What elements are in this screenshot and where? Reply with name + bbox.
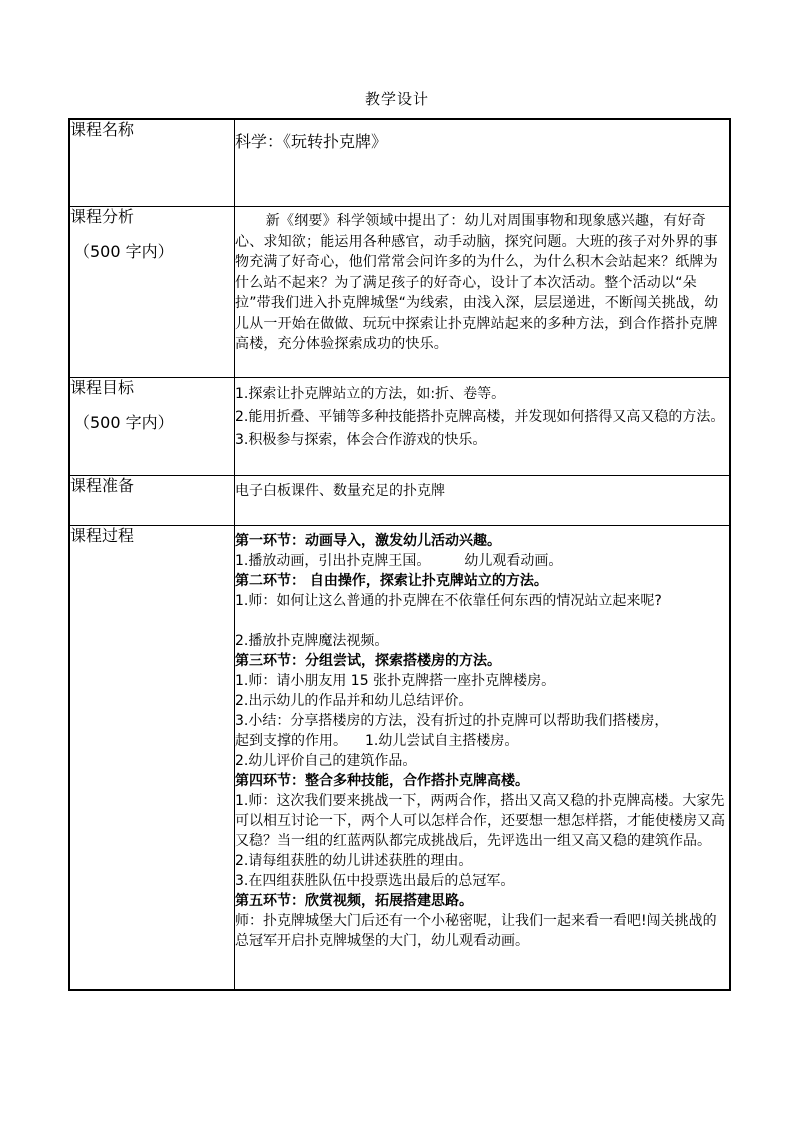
lesson-plan-table — [68, 118, 731, 991]
section-2-title: 第二环节： 自由操作，探索让扑克牌站立的方法。 — [235, 573, 548, 589]
course-process-cell — [235, 526, 731, 991]
section-1-title: 第一环节：动画导入，激发幼儿活动兴趣。 — [235, 533, 501, 549]
course-analysis-cell — [235, 207, 731, 378]
section-5-title: 第五环节：欣赏视频，拓展搭建思路。 — [235, 893, 473, 909]
course-prep-text: 电子白板课件、数量充足的扑克牌 — [235, 476, 731, 526]
section-5-line-1: 师：扑克牌城堡大门后还有一个小秘密呢，让我们一起来看一看吧!闯关挑战的总冠军开启扑克牌城堡的大门，幼儿观看动画。 — [235, 913, 717, 949]
document-title: 教学设计 — [364, 90, 429, 108]
section-3-line-2: 2.出示幼儿的作品并和幼儿总结评价。 — [235, 693, 473, 709]
course-goal-cell — [235, 378, 731, 476]
course-analysis-text: 新《纲要》科学领域中提出了：幼儿对周围事物和现象感兴趣，有好奇心、求知欲；能运用各种感官，动手动脑，探究问题。大班的孩子对外界的事物充满了好奇心，他们常常会问许多的为什么，为什么积木会站起来？纸牌为什么站不起来？为了满足孩子的好奇心，设计了本次活动。整个活动以“朵拉”带我们进入扑克牌城堡“为线索，由浅入深，层层递进，不断闯关挑战，幼儿从一开始在做做、玩玩中探索让扑克牌站起来的多种方法，到合作搭扑克牌高楼，充分体验探索成功的快乐。 — [235, 213, 719, 352]
goal-item: 2.能用折叠、平铺等多种技能搭扑克牌高楼，并发现如何搭得又高又稳的方法。 — [235, 409, 725, 425]
section-3-title: 第三环节：分组尝试，探索搭楼房的方法。 — [235, 653, 501, 669]
course-prep-label: 课程准备 — [69, 476, 235, 526]
goal-item: 3.积极参与探索，体会合作游戏的快乐。 — [235, 432, 487, 448]
row-course-name — [69, 119, 730, 207]
section-3-child-action: 1.幼儿尝试自主搭楼房。 — [365, 733, 519, 749]
section-3-summary-end: 起到支撑的作用。 — [235, 733, 347, 749]
course-goal-label-cell — [69, 378, 235, 476]
section-2-line-1: 1.师：如何让这么普通的扑克牌在不依靠任何东西的情况站立起来呢? — [235, 593, 662, 609]
row-course-analysis — [69, 207, 730, 378]
course-process-label: 课程过程 — [69, 526, 235, 991]
goal-item: 1.探索让扑克牌站立的方法，如:折、卷等。 — [235, 386, 506, 402]
section-1-step: 1.播放动画，引出扑克牌王国。 — [235, 553, 431, 569]
row-course-goal — [69, 378, 730, 476]
section-3-line-3: 3.小结：分享搭楼房的方法，没有折过的扑克牌可以帮助我们搭楼房， — [235, 713, 669, 729]
section-4-line-1: 1.师：这次我们要来挑战一下，两两合作，搭出又高又稳的扑克牌高楼。大家先可以相互讨论一下，两个人可以怎样合作，还要想一想怎样搭，才能使楼房又高又稳？当一组的红蓝两队都完成挑战后，先评选出一组又高又稳的建筑作品。 — [235, 793, 725, 849]
section-4-title: 第四环节：整合多种技能，合作搭扑克牌高楼。 — [235, 773, 529, 789]
section-1-child-action: 幼儿观看动画。 — [464, 553, 563, 569]
row-course-prep — [69, 476, 730, 526]
course-goal-label: 课程目标 — [70, 378, 135, 397]
section-3-line-1: 1.师：请小朋友用 15 张扑克牌搭一座扑克牌楼房。 — [235, 673, 556, 689]
section-4-line-3: 3.在四组获胜队伍中投票选出最后的总冠军。 — [235, 873, 515, 889]
section-2-line-2: 2.播放扑克牌魔法视频。 — [235, 633, 389, 649]
course-analysis-label-cell — [69, 207, 235, 378]
course-name-value: 科学：《玩转扑克牌》 — [235, 119, 731, 207]
row-course-process — [69, 526, 730, 991]
section-3-line-4: 2.幼儿评价自己的建筑作品。 — [235, 753, 417, 769]
course-name-label: 课程名称 — [69, 119, 235, 207]
blank-line — [235, 611, 729, 631]
course-goal-word-limit: （500 字内） — [74, 413, 174, 433]
section-3-line-3-cont — [235, 731, 729, 751]
section-1-line-1 — [235, 551, 729, 571]
section-4-line-2: 2.请每组获胜的幼儿讲述获胜的理由。 — [235, 853, 473, 869]
course-analysis-word-limit: （500 字内） — [74, 242, 174, 262]
course-analysis-label: 课程分析 — [70, 207, 135, 226]
